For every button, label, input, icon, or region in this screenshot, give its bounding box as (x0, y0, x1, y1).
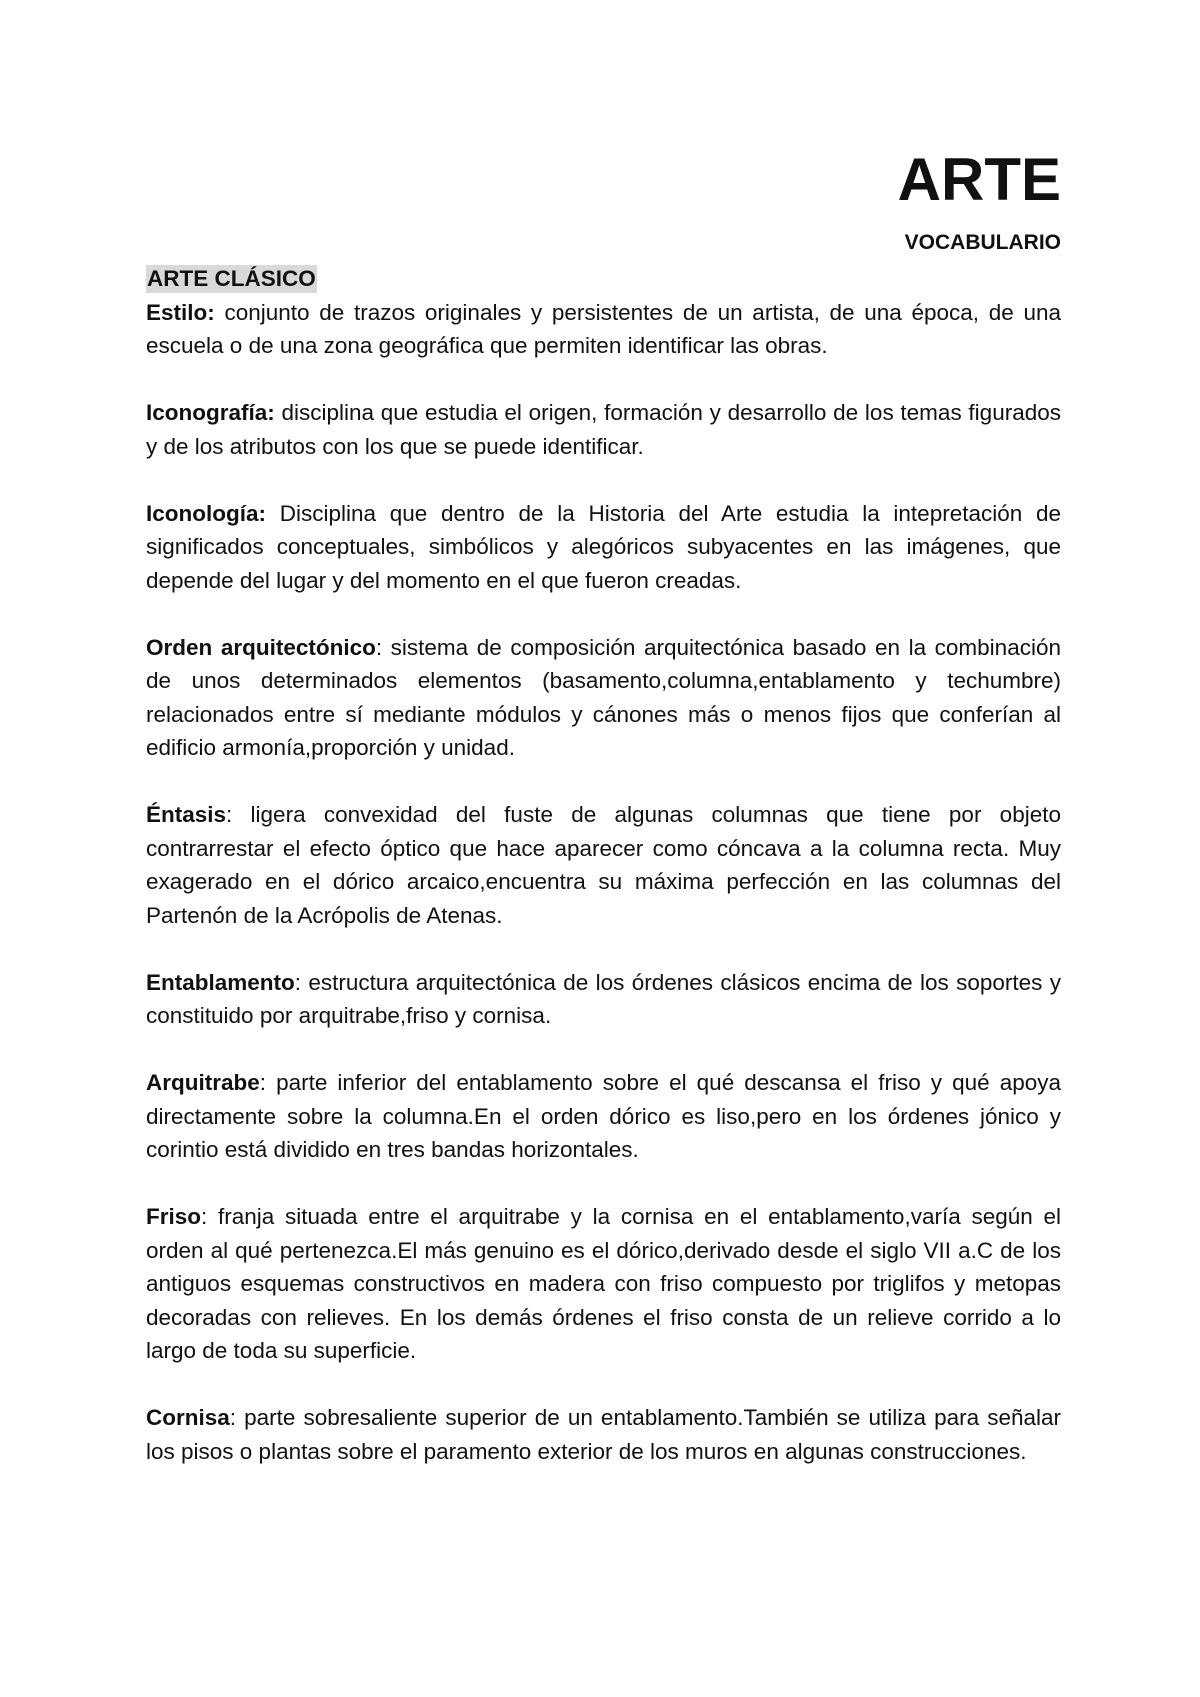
vocab-entry-estilo (146, 296, 1061, 363)
vocab-definition: disciplina que estudia el origen, formación y desarrollo de los temas figurados y de los atributos con los que se puede identificar. (146, 400, 1061, 459)
vocab-entry-iconologia (146, 497, 1061, 598)
vocab-term: Arquitrabe (146, 1070, 260, 1095)
vocab-definition: conjunto de trazos originales y persistentes de un artista, de una época, de una escuela o de una zona geográfica que permiten identificar las obras. (146, 299, 1061, 358)
vocab-definition: : ligera convexidad del fuste de algunas columnas que tiene por objeto contrarrestar el efecto óptico que hace aparecer como cóncava a la columna recta. Muy exagerado en el dórico arcaico,encuentra su máxima perfección en las columnas del Partenón de la Acrópolis de Atenas. (146, 802, 1061, 928)
vocab-definition: : parte inferior del entablamento sobre el qué descansa el friso y qué apoya directamente sobre la columna.En el orden dórico es liso,pero en los órdenes jónico y corintio está dividido en tres bandas horizontales. (146, 1070, 1061, 1162)
vocab-definition: : parte sobresaliente superior de un entablamento.También se utiliza para señalar los pisos o plantas sobre el paramento exterior de los muros en algunas construcciones. (146, 1405, 1061, 1464)
vocab-definition: Disciplina que dentro de la Historia del Arte estudia la intepretación de significados conceptuales, simbólicos y alegóricos subyacentes en las imágenes, que depende del lugar y del momento en el que fueron creadas. (146, 500, 1061, 593)
vocab-term: Éntasis (146, 802, 227, 827)
vocab-term: Cornisa (146, 1405, 230, 1430)
document-body (146, 262, 1061, 1502)
vocab-term: Iconografía: (146, 400, 275, 425)
vocab-term: Friso (146, 1204, 202, 1229)
vocab-entry-friso (146, 1200, 1061, 1368)
document-title: ARTE (897, 146, 1061, 213)
vocab-term: Orden arquitectónico (146, 634, 376, 660)
vocab-term: Estilo: (146, 299, 215, 325)
vocab-entry-orden-arquitectonico (146, 631, 1061, 765)
vocab-definition: : estructura arquitectónica de los órdenes clásicos encima de los soportes y constituido por arquitrabe,friso y cornisa. (146, 969, 1061, 1028)
vocab-entry-arquitrabe (146, 1066, 1061, 1167)
section-heading-wrapper (146, 262, 1061, 296)
vocab-entry-iconografia (146, 396, 1061, 463)
vocab-term: Iconología: (146, 500, 266, 526)
vocab-entry-cornisa (146, 1401, 1061, 1468)
vocab-definition: : franja situada entre el arquitrabe y la cornisa en el entablamento,varía según el orden al qué pertenezca.El más genuino es el dórico,derivado desde el siglo VII a.C de los antiguos esquemas constructivos en madera con friso compuesto por triglifos y metopas decoradas con relieves. En los demás órdenes el friso consta de un relieve corrido a lo largo de toda su superficie. (146, 1204, 1061, 1363)
vocab-entry-entablamento (146, 966, 1061, 1033)
vocab-definition: : sistema de composición arquitectónica basado en la combinación de unos determinados elementos (basamento,columna,entablamento y techumbre) relacionados entre sí mediante módulos y cánones más o menos fijos que conferían al edificio armonía,proporción y unidad. (146, 634, 1061, 760)
vocab-term: Entablamento (146, 969, 295, 995)
section-heading: ARTE CLÁSICO (147, 266, 316, 291)
vocab-entry-entasis (146, 798, 1061, 932)
document-subtitle: VOCABULARIO (904, 231, 1061, 254)
